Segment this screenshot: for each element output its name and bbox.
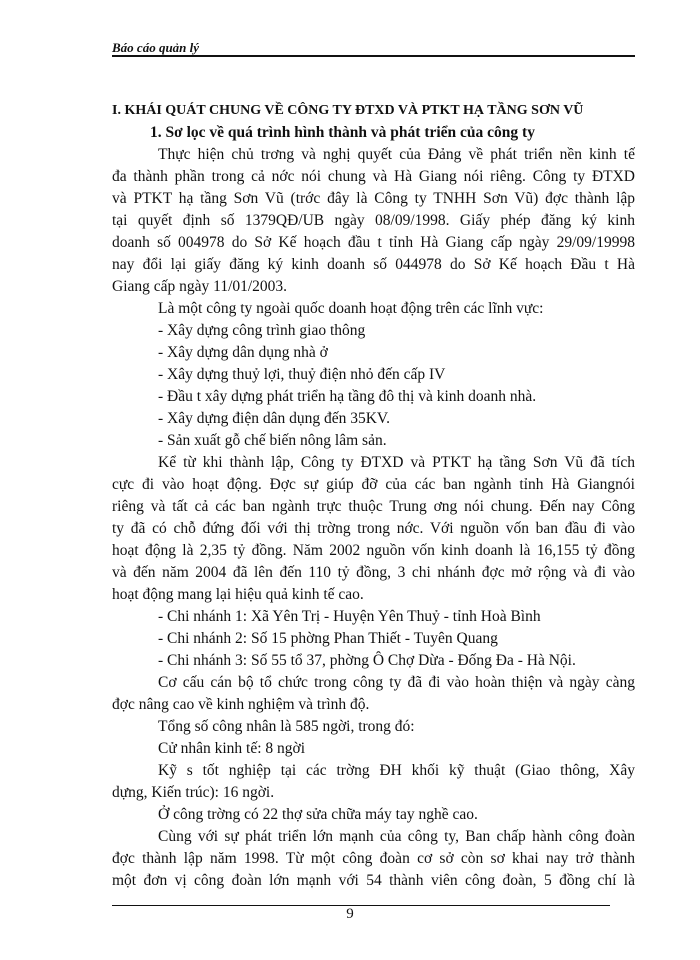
paragraph-line: ty đã có chỗ đứng đối với thị trờng trong nớc. Với nguồn vốn ban đầu đi vào (112, 520, 635, 537)
paragraph-line: Cử nhân kinh tế: 8 ngời (158, 740, 306, 757)
paragraph-line: nay đổi lại giấy đăng ký kinh doanh số 044978 do Sở Kế hoạch Đầu t Hà (112, 256, 635, 273)
page-number: 9 (346, 906, 354, 922)
paragraph-line: Cùng với sự phát triển lớn mạnh của công ty, Ban chấp hành công đoàn (158, 828, 635, 845)
list-item: - Sản xuất gỗ chế biến nông lâm sản. (158, 432, 387, 449)
paragraph-line: đa thành phần trong cả nớc nói chung và Hà Giang nói riêng. Công ty ĐTXD (112, 168, 635, 185)
paragraph-line: và PTKT hạ tầng Sơn Vũ (trớc đây là Công ty TNHH Sơn Vũ) đợc thành lập (112, 190, 635, 207)
list-item: - Chi nhánh 3: Số 55 tổ 37, phờng Ô Chợ Dừa - Đống Đa - Hà Nội. (158, 652, 576, 669)
paragraph-line: đợc thành lập năm 1998. Từ một công đoàn cơ sở còn sơ khai nay trở thành (112, 850, 635, 867)
list-item: - Đầu t xây dựng phát triển hạ tầng đô thị và kinh doanh nhà. (158, 388, 537, 405)
running-header: Báo cáo quản lý (112, 40, 200, 55)
paragraph-line: Tổng số công nhân là 585 ngời, trong đó: (158, 718, 415, 735)
paragraph-line: hoạt động mang lại hiệu quả kinh tế cao. (112, 586, 364, 603)
paragraph-line: riêng và tất cả các ban ngành trực thuộc Trung ơng nói chung. Đến nay Công (112, 498, 635, 515)
paragraph-line: tại quyết định số 1379QĐ/UB ngày 08/09/1998. Giấy phép đăng ký kinh (112, 212, 635, 229)
list-item: - Xây dựng dân dụng nhà ở (158, 344, 328, 361)
paragraph-line: Cơ cấu cán bộ tổ chức trong công ty đã đi vào hoàn thiện và ngày càng (158, 674, 635, 691)
paragraph-line: doanh số 004978 do Sở Kế hoạch đầu t tỉnh Hà Giang cấp ngày 29/09/19998 (112, 234, 635, 251)
paragraph-line: dựng, Kiến trúc): 16 ngời. (112, 784, 275, 801)
list-item: - Chi nhánh 1: Xã Yên Trị - Huyện Yên Thuỷ - tỉnh Hoà Bình (158, 608, 541, 625)
paragraph-line: cực đi vào hoạt động. Đợc sự giúp đỡ của các ban ngành tỉnh Hà Giangnói (112, 476, 635, 493)
paragraph-line: Kỹ s tốt nghiệp tại các trờng ĐH khối kỹ thuật (Giao thông, Xây (158, 762, 635, 779)
list-item: - Xây dựng thuỷ lợi, thuỷ điện nhỏ đến cấp IV (158, 366, 446, 383)
paragraph-line: một đơn vị công đoàn lớn mạnh với 54 thành viên công đoàn, 5 đồng chí là (112, 872, 635, 889)
paragraph-line: hoạt động là 2,35 tỷ đồng. Năm 2002 nguồn vốn kinh doanh là 16,155 tỷ đồng (112, 542, 635, 559)
paragraph-line: Giang cấp ngày 11/01/2003. (112, 278, 288, 295)
list-item: - Xây dựng công trình giao thông (158, 322, 366, 339)
paragraph-line: và đến năm 2004 đã lên đến 110 tỷ đồng, 3 chi nhánh đợc mở rộng và đi vào (112, 564, 635, 581)
paragraph-line: Kể từ khi thành lập, Công ty ĐTXD và PTKT hạ tầng Sơn Vũ đã tích (158, 454, 635, 471)
paragraph-line: Thực hiện chủ trơng và nghị quyết của Đảng về phát triển nền kinh tế (158, 146, 635, 163)
list-item: - Xây dựng điện dân dụng đến 35KV. (158, 410, 390, 427)
header-rule (112, 55, 635, 57)
paragraph-line: Là một công ty ngoài quốc doanh hoạt động trên các lĩnh vực: (158, 300, 544, 317)
section-heading: I. KHÁI QUÁT CHUNG VỀ CÔNG TY ĐTXD VÀ PTKT HẠ TẦNG SƠN VŨ (112, 103, 584, 118)
paragraph-line: đợc nâng cao về kinh nghiệm và trình độ. (112, 696, 370, 713)
subsection-heading: 1. Sơ lọc về quá trình hình thành và phát triển của công ty (150, 124, 535, 141)
list-item: - Chi nhánh 2: Số 15 phờng Phan Thiết - Tuyên Quang (158, 630, 498, 647)
paragraph-line: Ở công trờng có 22 thợ sửa chữa máy tay nghề cao. (158, 806, 478, 823)
